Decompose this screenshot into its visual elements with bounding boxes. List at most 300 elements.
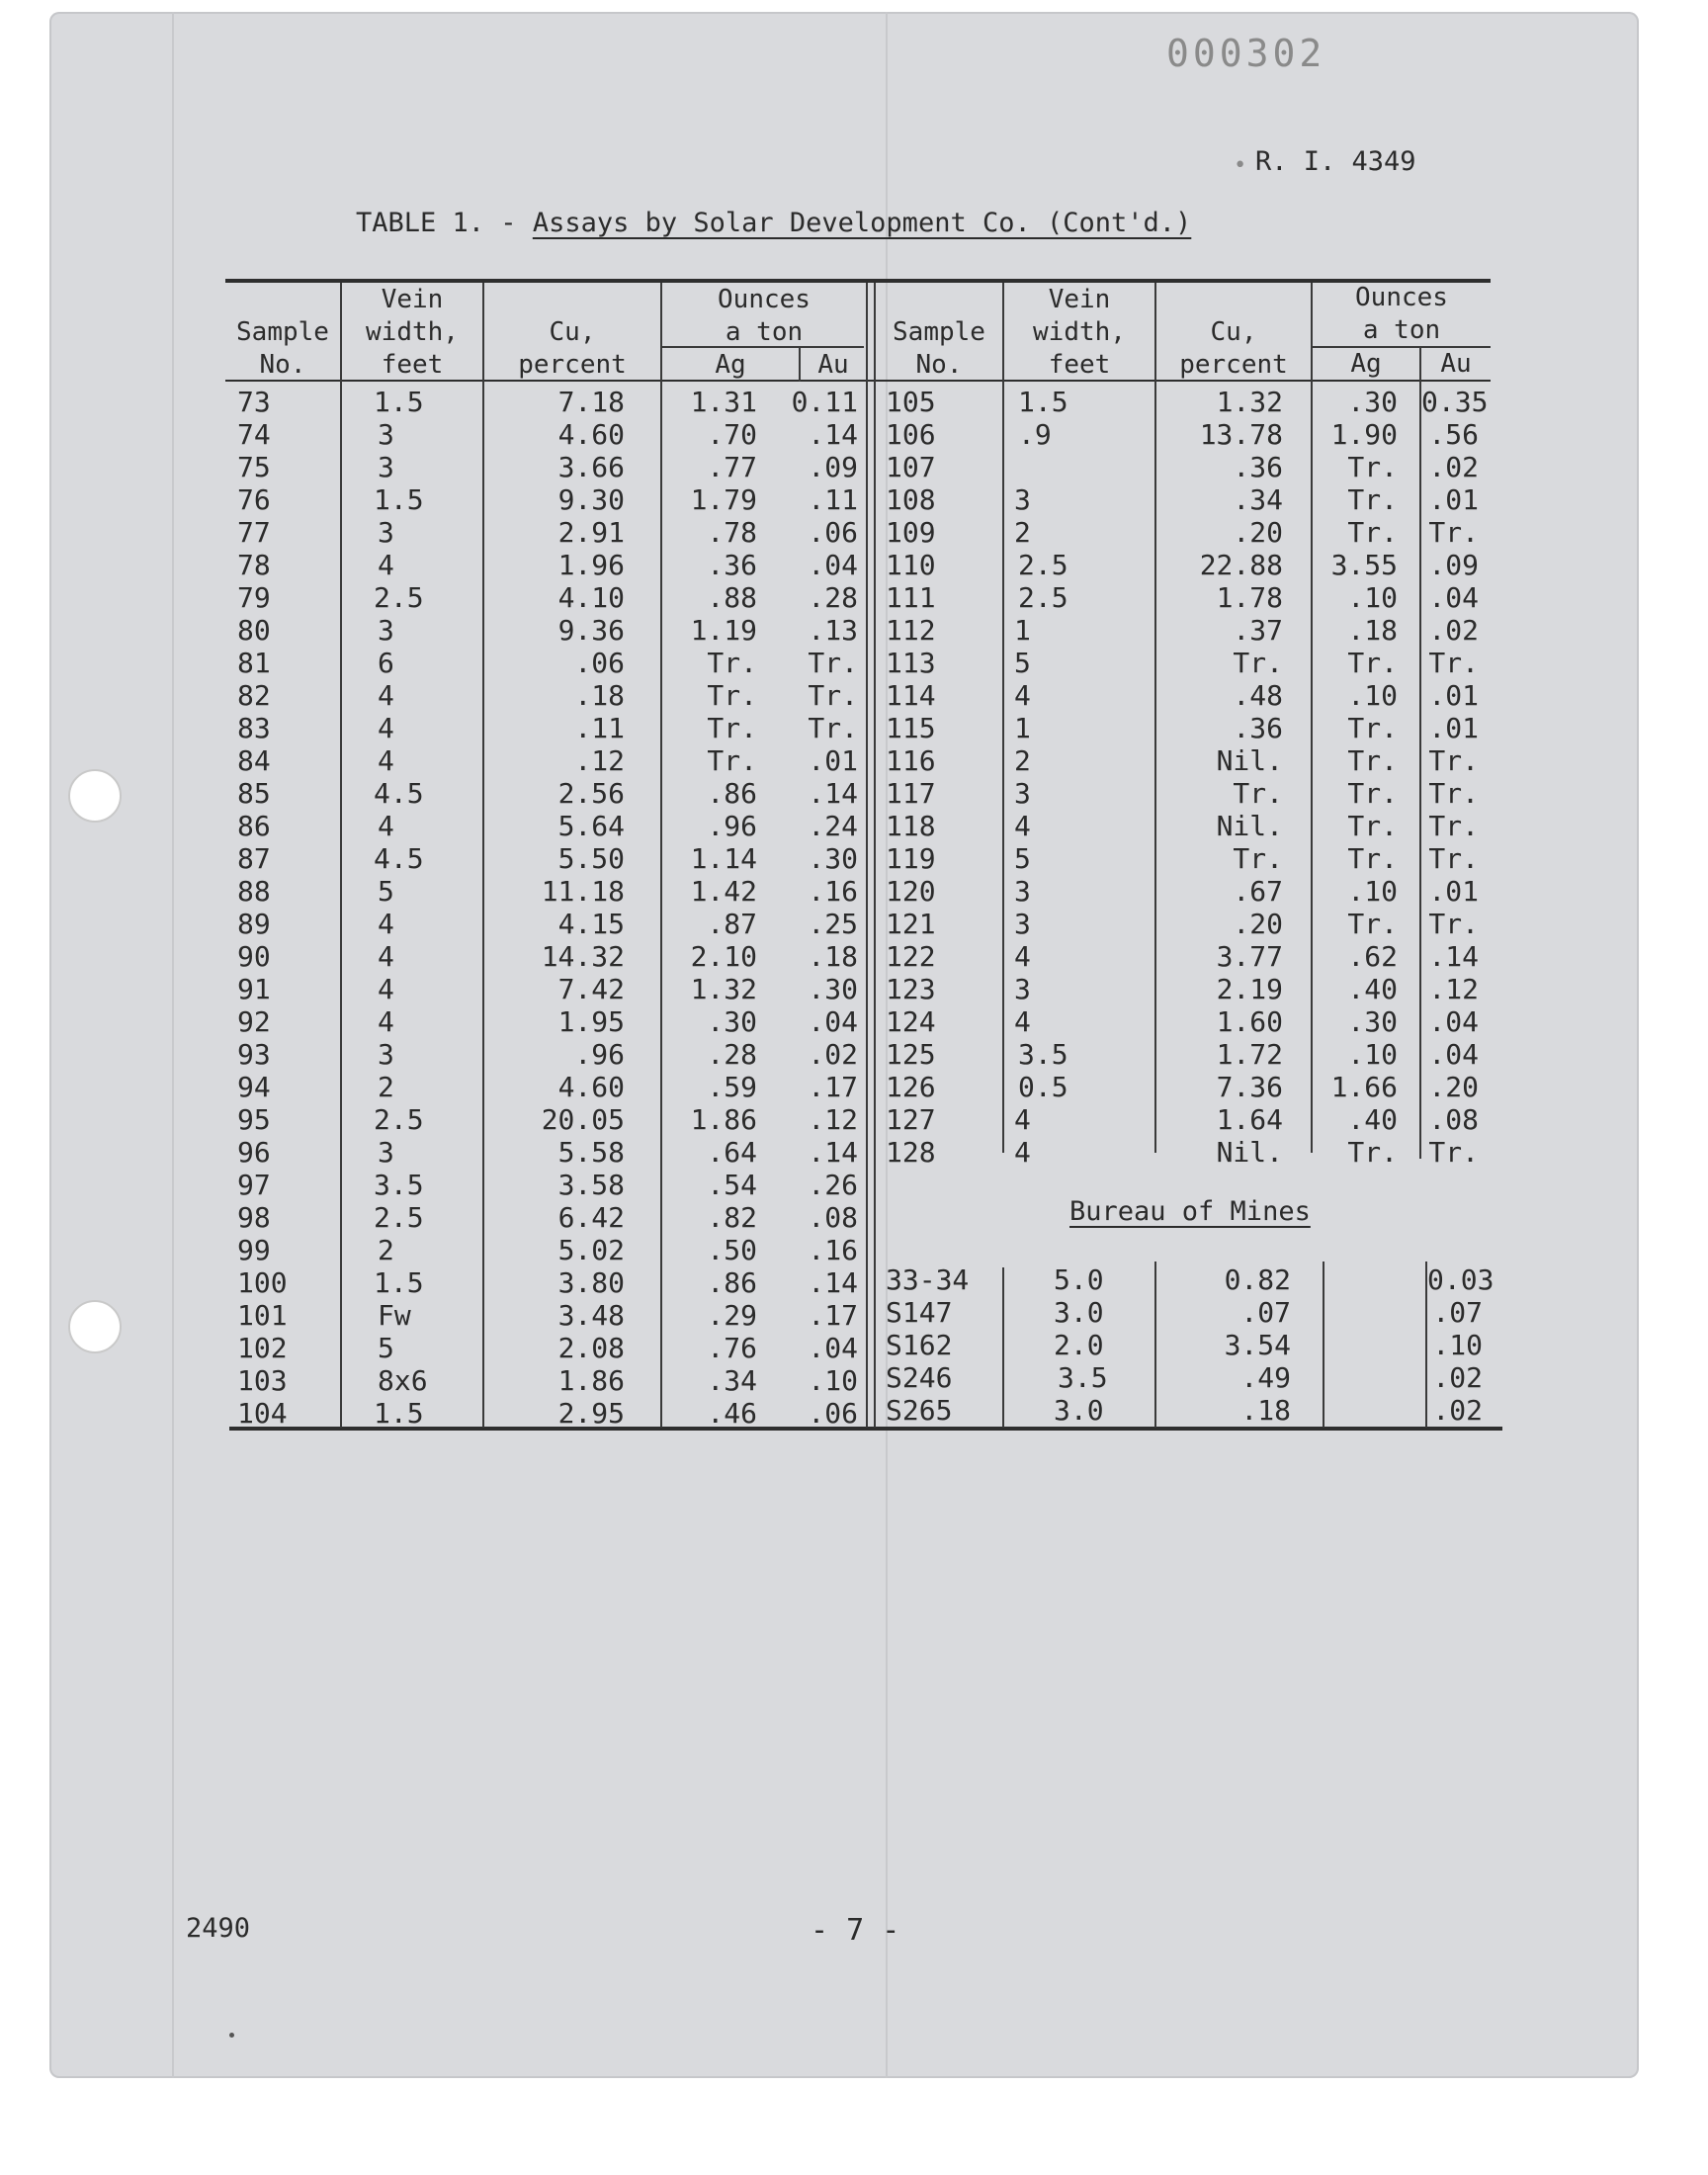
left-cell-au: .14: [808, 1136, 858, 1169]
header-vein-left: [342, 284, 482, 382]
left-cell-no: 99: [237, 1234, 271, 1266]
left-cell-cu: .96: [574, 1038, 625, 1071]
left-cell-cu: .06: [574, 647, 625, 679]
left-cell-vein: 4: [378, 744, 394, 777]
left-cell-no: 92: [237, 1005, 271, 1038]
paper-speck: [229, 2033, 234, 2038]
right-cell-au: .09: [1428, 549, 1479, 581]
left-cell-vein: 3: [378, 418, 394, 451]
right-cell-au: Tr.: [1428, 908, 1479, 940]
left-cell-cu: 3.66: [557, 451, 625, 483]
left-cell-vein: 1.5: [374, 483, 424, 516]
right-cell-ag: Tr.: [1347, 777, 1398, 810]
right-cell-au: .56: [1428, 418, 1479, 451]
left-cell-cu: 3.48: [557, 1299, 625, 1332]
col-divider-7-bottom: [1323, 1262, 1324, 1428]
left-cell-vein: 2.5: [374, 1103, 424, 1136]
right-cell-cu: Tr.: [1233, 842, 1283, 875]
header-text: No.: [259, 350, 306, 380]
header-text: Cu,: [549, 317, 596, 347]
right-cell-au: .01: [1428, 679, 1479, 712]
right-cell-vein: 3: [1014, 875, 1031, 908]
right-cell-no: 125: [886, 1038, 936, 1071]
left-cell-au: Tr.: [808, 679, 858, 712]
header-ounces-right: [1313, 282, 1491, 347]
left-cell-vein: 2.5: [374, 581, 424, 614]
left-cell-au: .16: [808, 875, 858, 908]
header-text: Vein: [1048, 285, 1111, 314]
bureau-cell-cu: 3.54: [1224, 1329, 1291, 1361]
left-cell-au: .14: [808, 777, 858, 810]
bureau-cell-no: S246: [886, 1361, 953, 1394]
left-cell-vein: 2: [378, 1234, 394, 1266]
right-cell-au: .20: [1428, 1071, 1479, 1103]
right-cell-ag: .62: [1347, 940, 1398, 973]
right-cell-cu: 3.77: [1216, 940, 1283, 973]
left-cell-au: .12: [808, 1103, 858, 1136]
header-text: a ton: [1362, 315, 1441, 345]
left-cell-vein: 4: [378, 940, 394, 973]
left-cell-ag: .86: [707, 777, 757, 810]
left-cell-ag: .86: [707, 1266, 757, 1299]
left-cell-au: .16: [808, 1234, 858, 1266]
right-cell-vein: 3: [1014, 973, 1031, 1005]
header-cu-right: [1156, 316, 1311, 382]
left-cell-cu: 4.60: [557, 1071, 625, 1103]
right-cell-vein: 2: [1014, 744, 1031, 777]
right-cell-vein: 4: [1014, 810, 1031, 842]
header-text: Cu,: [1210, 317, 1257, 347]
left-cell-no: 103: [237, 1364, 288, 1397]
left-cell-no: 77: [237, 516, 271, 549]
bureau-cell-au: .02: [1432, 1394, 1483, 1427]
right-cell-no: 123: [886, 973, 936, 1005]
left-cell-cu: 7.18: [557, 386, 625, 418]
right-cell-vein: .9: [1018, 418, 1052, 451]
left-cell-cu: 2.56: [557, 777, 625, 810]
left-cell-ag: .29: [707, 1299, 757, 1332]
right-cell-cu: Nil.: [1216, 810, 1283, 842]
bureau-cell-vein: 3.5: [1058, 1361, 1108, 1394]
table-title: [356, 208, 1191, 238]
left-cell-ag: .30: [707, 1005, 757, 1038]
right-cell-au: .01: [1428, 875, 1479, 908]
left-cell-ag: 1.31: [690, 386, 757, 418]
left-cell-vein: 6: [378, 647, 394, 679]
header-vein-right: [1004, 284, 1154, 382]
left-cell-cu: 14.32: [541, 940, 625, 973]
right-cell-au: .08: [1428, 1103, 1479, 1136]
left-cell-vein: 5: [378, 875, 394, 908]
right-cell-no: 113: [886, 647, 936, 679]
header-text: percent: [518, 350, 627, 380]
bureau-cell-no: S147: [886, 1296, 953, 1329]
left-cell-ag: Tr.: [707, 712, 757, 744]
right-cell-au: Tr.: [1428, 647, 1479, 679]
right-cell-cu: .36: [1233, 712, 1283, 744]
left-cell-ag: .88: [707, 581, 757, 614]
left-cell-ag: Tr.: [707, 744, 757, 777]
left-cell-ag: .76: [707, 1332, 757, 1364]
left-cell-ag: .59: [707, 1071, 757, 1103]
left-cell-vein: Fw: [378, 1299, 411, 1332]
page-fold-left: [172, 12, 174, 2078]
right-cell-au: Tr.: [1428, 744, 1479, 777]
col-divider-5-bottom: [1002, 1267, 1004, 1428]
left-cell-ag: .64: [707, 1136, 757, 1169]
page-number: - 7 -: [811, 1913, 900, 1948]
left-cell-cu: 1.95: [557, 1005, 625, 1038]
left-cell-no: 89: [237, 908, 271, 940]
table-title-main: Assays by Solar Development Co. (Cont'd.): [532, 208, 1192, 238]
header-text: Vein: [381, 285, 444, 314]
right-cell-ag: .10: [1347, 679, 1398, 712]
left-cell-ag: .82: [707, 1201, 757, 1234]
header-text: Sample: [236, 317, 329, 347]
right-cell-no: 117: [886, 777, 936, 810]
left-cell-au: .06: [808, 1397, 858, 1430]
left-cell-au: Tr.: [808, 712, 858, 744]
right-cell-au: Tr.: [1428, 842, 1479, 875]
header-au-left: Au: [817, 350, 849, 380]
table-title-prefix: TABLE 1. -: [356, 208, 533, 238]
right-cell-ag: .10: [1347, 1038, 1398, 1071]
col-divider-middle-a: [866, 283, 868, 1428]
left-cell-vein: 4: [378, 1005, 394, 1038]
left-cell-no: 78: [237, 549, 271, 581]
left-cell-au: .26: [808, 1169, 858, 1201]
archive-stamp-number: 000302: [1166, 32, 1326, 75]
right-cell-cu: Tr.: [1233, 777, 1283, 810]
right-cell-cu: 1.32: [1216, 386, 1283, 418]
bureau-cell-no: 33-34: [886, 1263, 970, 1296]
left-cell-au: .25: [808, 908, 858, 940]
right-cell-no: 120: [886, 875, 936, 908]
header-sample-right: [876, 316, 1002, 382]
left-cell-ag: .78: [707, 516, 757, 549]
header-text: feet: [381, 350, 444, 380]
left-cell-vein: 4.5: [374, 777, 424, 810]
left-cell-vein: 4.5: [374, 842, 424, 875]
header-text: No.: [915, 350, 963, 380]
right-cell-vein: 1.5: [1018, 386, 1068, 418]
right-cell-cu: 7.36: [1216, 1071, 1283, 1103]
right-cell-au: Tr.: [1428, 777, 1479, 810]
left-cell-ag: 1.14: [690, 842, 757, 875]
left-cell-ag: 2.10: [690, 940, 757, 973]
left-cell-vein: 4: [378, 908, 394, 940]
left-cell-cu: 9.36: [557, 614, 625, 647]
right-cell-no: 110: [886, 549, 936, 581]
right-cell-ag: Tr.: [1347, 483, 1398, 516]
header-text: width,: [1033, 317, 1126, 347]
right-cell-vein: 4: [1014, 1103, 1031, 1136]
right-cell-cu: 13.78: [1199, 418, 1283, 451]
right-cell-no: 111: [886, 581, 936, 614]
left-cell-vein: 1.5: [374, 1266, 424, 1299]
left-cell-ag: .36: [707, 549, 757, 581]
right-cell-ag: .18: [1347, 614, 1398, 647]
right-cell-vein: 3: [1014, 483, 1031, 516]
left-cell-no: 95: [237, 1103, 271, 1136]
left-cell-ag: .34: [707, 1364, 757, 1397]
left-cell-vein: 5: [378, 1332, 394, 1364]
left-cell-au: .10: [808, 1364, 858, 1397]
bureau-cell-cu: .07: [1240, 1296, 1291, 1329]
left-cell-no: 82: [237, 679, 271, 712]
right-cell-no: 112: [886, 614, 936, 647]
left-cell-no: 73: [237, 386, 271, 418]
right-cell-cu: .34: [1233, 483, 1283, 516]
right-cell-au: .01: [1428, 483, 1479, 516]
left-cell-ag: .77: [707, 451, 757, 483]
left-cell-cu: 7.42: [557, 973, 625, 1005]
left-cell-au: .17: [808, 1299, 858, 1332]
right-cell-au: .04: [1428, 1038, 1479, 1071]
left-cell-no: 90: [237, 940, 271, 973]
left-cell-cu: 4.15: [557, 908, 625, 940]
right-cell-au: 0.35: [1421, 386, 1489, 418]
left-cell-no: 102: [237, 1332, 288, 1364]
right-cell-cu: .67: [1233, 875, 1283, 908]
right-cell-vein: 1: [1014, 614, 1031, 647]
header-text: a ton: [725, 317, 804, 347]
header-text: Ounces: [1355, 283, 1448, 312]
right-cell-ag: .30: [1347, 386, 1398, 418]
left-cell-cu: 11.18: [541, 875, 625, 908]
left-cell-no: 80: [237, 614, 271, 647]
right-cell-vein: 3: [1014, 908, 1031, 940]
col-divider-1: [340, 283, 342, 1428]
right-cell-vein: 2.5: [1018, 581, 1068, 614]
right-cell-au: .01: [1428, 712, 1479, 744]
right-cell-ag: Tr.: [1347, 647, 1398, 679]
left-cell-ag: Tr.: [707, 647, 757, 679]
right-cell-ag: Tr.: [1347, 842, 1398, 875]
left-cell-vein: 4: [378, 549, 394, 581]
col-divider-5-top: [1002, 283, 1004, 1153]
right-cell-ag: .40: [1347, 1103, 1398, 1136]
right-cell-cu: Nil.: [1216, 744, 1283, 777]
bureau-cell-vein: 5.0: [1054, 1263, 1104, 1296]
left-cell-no: 88: [237, 875, 271, 908]
left-cell-ag: .54: [707, 1169, 757, 1201]
left-cell-au: 0.11: [791, 386, 858, 418]
bureau-cell-cu: 0.82: [1224, 1263, 1291, 1296]
right-cell-cu: .48: [1233, 679, 1283, 712]
left-cell-vein: 2: [378, 1071, 394, 1103]
bureau-cell-au: 0.03: [1427, 1263, 1494, 1296]
left-cell-cu: 3.80: [557, 1266, 625, 1299]
report-id: R. I. 4349: [1255, 146, 1416, 177]
header-ag-left: Ag: [715, 350, 746, 380]
left-cell-au: .14: [808, 418, 858, 451]
right-cell-vein: 2.5: [1018, 549, 1068, 581]
left-cell-vein: 3: [378, 1136, 394, 1169]
left-cell-no: 76: [237, 483, 271, 516]
right-cell-ag: .10: [1347, 875, 1398, 908]
left-cell-no: 101: [237, 1299, 288, 1332]
left-cell-ag: .46: [707, 1397, 757, 1430]
right-cell-cu: 1.78: [1216, 581, 1283, 614]
left-cell-au: .14: [808, 1266, 858, 1299]
left-cell-au: .11: [808, 483, 858, 516]
right-cell-ag: 1.66: [1330, 1071, 1398, 1103]
right-cell-au: .02: [1428, 451, 1479, 483]
left-cell-au: .30: [808, 842, 858, 875]
right-cell-cu: 1.60: [1216, 1005, 1283, 1038]
left-cell-au: .08: [808, 1201, 858, 1234]
left-cell-cu: 20.05: [541, 1103, 625, 1136]
right-cell-ag: .10: [1347, 581, 1398, 614]
left-cell-cu: 5.64: [557, 810, 625, 842]
left-cell-au: .04: [808, 1332, 858, 1364]
left-cell-vein: 1.5: [374, 1397, 424, 1430]
left-cell-no: 84: [237, 744, 271, 777]
left-cell-au: .02: [808, 1038, 858, 1071]
left-cell-no: 75: [237, 451, 271, 483]
header-text: Ounces: [718, 285, 811, 314]
right-cell-au: .04: [1428, 581, 1479, 614]
right-cell-no: 119: [886, 842, 936, 875]
left-cell-no: 96: [237, 1136, 271, 1169]
right-cell-au: .14: [1428, 940, 1479, 973]
left-cell-au: .06: [808, 516, 858, 549]
left-cell-ag: 1.19: [690, 614, 757, 647]
left-cell-au: .24: [808, 810, 858, 842]
right-cell-no: 126: [886, 1071, 936, 1103]
right-cell-cu: Nil.: [1216, 1136, 1283, 1169]
left-cell-ag: Tr.: [707, 679, 757, 712]
left-cell-vein: 3: [378, 614, 394, 647]
punch-hole-upper: [68, 769, 122, 823]
right-cell-cu: .20: [1233, 908, 1283, 940]
left-cell-ag: .28: [707, 1038, 757, 1071]
right-cell-vein: 1: [1014, 712, 1031, 744]
right-cell-no: 121: [886, 908, 936, 940]
right-cell-ag: Tr.: [1347, 744, 1398, 777]
right-cell-ag: 1.90: [1330, 418, 1398, 451]
left-cell-no: 79: [237, 581, 271, 614]
right-cell-au: Tr.: [1428, 810, 1479, 842]
left-cell-vein: 4: [378, 679, 394, 712]
left-cell-cu: 5.50: [557, 842, 625, 875]
right-cell-vein: 0.5: [1018, 1071, 1068, 1103]
left-cell-ag: 1.86: [690, 1103, 757, 1136]
left-cell-cu: 2.08: [557, 1332, 625, 1364]
right-cell-vein: 4: [1014, 1136, 1031, 1169]
left-cell-cu: 2.91: [557, 516, 625, 549]
margin-mark: •: [1234, 153, 1247, 178]
footer-code: 2490: [186, 1913, 251, 1944]
bureau-cell-au: .02: [1432, 1361, 1483, 1394]
left-cell-no: 91: [237, 973, 271, 1005]
right-cell-no: 124: [886, 1005, 936, 1038]
right-cell-cu: 1.72: [1216, 1038, 1283, 1071]
right-cell-no: 116: [886, 744, 936, 777]
left-cell-vein: 3: [378, 451, 394, 483]
left-cell-no: 74: [237, 418, 271, 451]
bureau-cell-vein: 3.0: [1054, 1296, 1104, 1329]
bureau-cell-au: .10: [1432, 1329, 1483, 1361]
left-cell-cu: .11: [574, 712, 625, 744]
left-cell-vein: 4: [378, 810, 394, 842]
right-cell-vein: 3: [1014, 777, 1031, 810]
left-cell-cu: 3.58: [557, 1169, 625, 1201]
left-cell-au: .04: [808, 549, 858, 581]
left-cell-no: 87: [237, 842, 271, 875]
left-cell-au: .04: [808, 1005, 858, 1038]
left-cell-ag: 1.42: [690, 875, 757, 908]
left-cell-vein: 1.5: [374, 386, 424, 418]
header-text: feet: [1048, 350, 1111, 380]
right-cell-ag: .30: [1347, 1005, 1398, 1038]
left-cell-ag: .50: [707, 1234, 757, 1266]
left-cell-au: .17: [808, 1071, 858, 1103]
bureau-cell-vein: 3.0: [1054, 1394, 1104, 1427]
right-cell-vein: 3.5: [1018, 1038, 1068, 1071]
left-cell-ag: .87: [707, 908, 757, 940]
left-cell-vein: 3: [378, 1038, 394, 1071]
right-cell-ag: Tr.: [1347, 810, 1398, 842]
right-cell-ag: Tr.: [1347, 516, 1398, 549]
left-cell-no: 104: [237, 1397, 288, 1430]
left-cell-ag: .70: [707, 418, 757, 451]
left-cell-vein: 8x6: [378, 1364, 428, 1397]
left-cell-no: 86: [237, 810, 271, 842]
right-cell-no: 118: [886, 810, 936, 842]
left-cell-no: 97: [237, 1169, 271, 1201]
left-cell-cu: 1.96: [557, 549, 625, 581]
left-cell-cu: 4.10: [557, 581, 625, 614]
right-cell-cu: Tr.: [1233, 647, 1283, 679]
header-cu-left: [484, 316, 660, 382]
left-cell-vein: 4: [378, 712, 394, 744]
right-cell-ag: Tr.: [1347, 712, 1398, 744]
right-cell-vein: 4: [1014, 679, 1031, 712]
right-cell-vein: 4: [1014, 1005, 1031, 1038]
right-cell-no: 109: [886, 516, 936, 549]
left-cell-au: .13: [808, 614, 858, 647]
left-cell-cu: 9.30: [557, 483, 625, 516]
right-cell-au: .02: [1428, 614, 1479, 647]
punch-hole-lower: [68, 1300, 122, 1353]
left-cell-au: .18: [808, 940, 858, 973]
left-cell-vein: 3: [378, 516, 394, 549]
left-cell-no: 100: [237, 1266, 288, 1299]
right-cell-no: 106: [886, 418, 936, 451]
right-cell-vein: 2: [1014, 516, 1031, 549]
right-cell-au: .04: [1428, 1005, 1479, 1038]
left-cell-vein: 4: [378, 973, 394, 1005]
left-cell-no: 98: [237, 1201, 271, 1234]
right-cell-no: 122: [886, 940, 936, 973]
right-cell-ag: 3.55: [1330, 549, 1398, 581]
right-cell-no: 127: [886, 1103, 936, 1136]
left-cell-no: 85: [237, 777, 271, 810]
left-cell-no: 81: [237, 647, 271, 679]
right-cell-ag: Tr.: [1347, 1136, 1398, 1169]
right-cell-vein: 5: [1014, 842, 1031, 875]
left-cell-cu: 1.86: [557, 1364, 625, 1397]
right-cell-vein: 4: [1014, 940, 1031, 973]
bureau-cell-au: .07: [1432, 1296, 1483, 1329]
left-cell-ag: .96: [707, 810, 757, 842]
left-cell-cu: 5.02: [557, 1234, 625, 1266]
right-cell-au: .12: [1428, 973, 1479, 1005]
header-text: width,: [366, 317, 459, 347]
right-cell-no: 114: [886, 679, 936, 712]
